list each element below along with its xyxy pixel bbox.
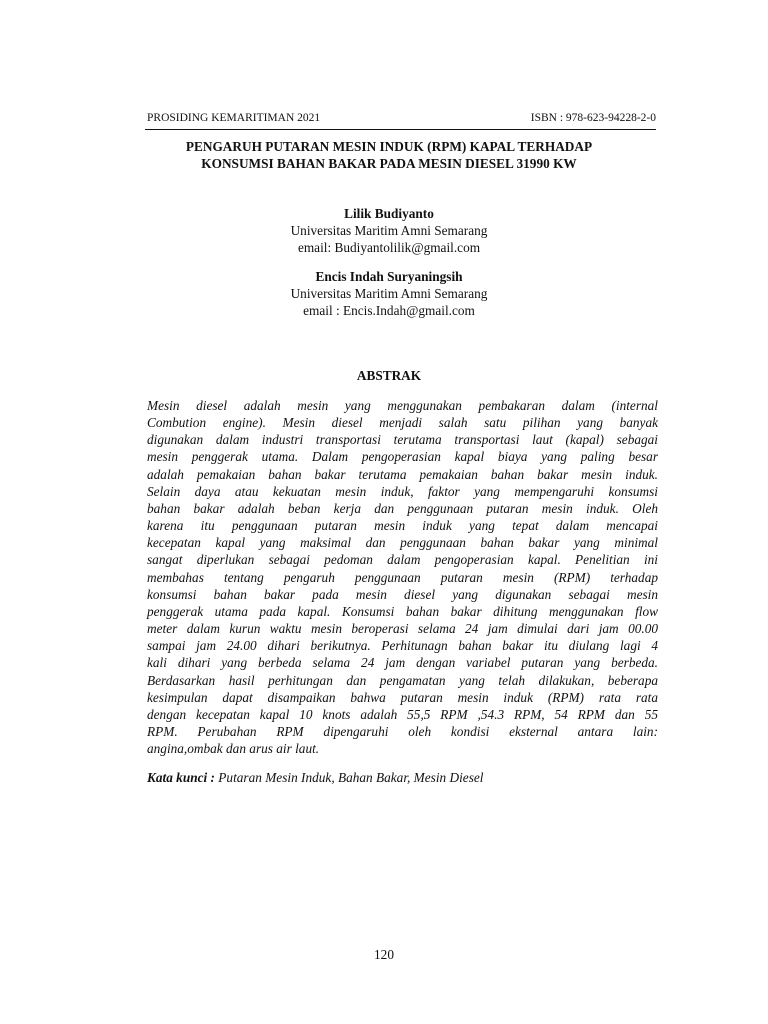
abstract-body [147, 397, 658, 757]
keywords-text: Putaran Mesin Induk, Bahan Bakar, Mesin Diesel [214, 770, 484, 785]
abstract-line: dengan kecepatan kapal 10 knots adalah 55,5 RPM ,54.3 RPM, 54 RPM dan 55 [147, 706, 658, 722]
abstract-line: angina,ombak dan arus air laut. [147, 741, 320, 757]
author-name: Encis Indah Suryaningsih [315, 269, 463, 284]
abstract-line: bahan bakar adalah beban kerja dan penggunaan putaran mesin induk. Oleh [147, 500, 658, 516]
abstract-line: kesimpulan dapat disampaikan bahwa putaran mesin induk (RPM) rata rata [147, 689, 658, 705]
abstract-line: RPM. Perubahan RPM dipengaruhi oleh kondisi eksternal antara lain: [147, 723, 658, 739]
abstract-line: mesin penggerak utama. Dalam pengoperasian kapal biaya yang paling besar [147, 449, 658, 465]
paper-title [120, 138, 658, 172]
abstract-line: Selain daya atau kekuatan mesin induk, faktor yang mempengaruhi konsumsi [147, 483, 658, 499]
abstract-line: karena itu penggunaan putaran mesin induk yang tepat dalam mencapai [147, 518, 658, 534]
title-line: KONSUMSI BAHAN BAKAR PADA MESIN DIESEL 31990 KW [201, 156, 577, 171]
author-email: email : Encis.Indah@gmail.com [303, 303, 475, 319]
title-line: PENGARUH PUTARAN MESIN INDUK (RPM) KAPAL TERHADAP [185, 139, 593, 154]
abstract-line: Berdasarkan hasil perhitungan dan pengamatan yang telah dilakukan, beberapa [147, 672, 658, 688]
author-block [120, 205, 658, 257]
running-header [147, 110, 656, 126]
abstract-line: Mesin diesel adalah mesin yang menggunakan pembakaran dalam (internal [147, 398, 658, 413]
abstract-line: adalah pemakaian bahan bakar terutama pemakaian bahan bakar mesin induk. [147, 466, 658, 482]
abstract-line: konsumsi bahan bakar pada mesin diesel yang digunakan sebagai mesin [147, 586, 658, 602]
author-affiliation: Universitas Maritim Amni Semarang [290, 286, 488, 302]
header-rule [145, 129, 656, 130]
keywords-label: Kata kunci : [147, 770, 215, 785]
isbn: ISBN : 978-623-94228-2-0 [530, 112, 656, 124]
page-number: 120 [374, 947, 394, 962]
author-affiliation: Universitas Maritim Amni Semarang [290, 223, 488, 239]
abstract-line: sangat diperlukan sebagai pedoman dalam pengoperasian kapal. Penelitian ini [147, 552, 658, 568]
author-name: Lilik Budiyanto [344, 206, 434, 221]
abstract-line: sampai jam 24.00 dihari berikutnya. Perhitunagn bahan bakar itu diulang lagi 4 [147, 638, 658, 654]
abstract-line: digunakan dalam industri transportasi terutama transportasi laut (kapal) sebagai [147, 432, 658, 448]
abstract-line: membahas tentang pengaruh penggunaan putaran mesin (RPM) terhadap [147, 569, 658, 585]
proceedings-name: PROSIDING KEMARITIMAN 2021 [147, 112, 321, 124]
abstract-line: kali dihari yang berbeda selama 24 jam dengan variabel putaran yang berbeda. [147, 655, 658, 671]
abstract-line: meter dalam kurun waktu mesin beroperasi selama 24 jam dimulai dari jam 00.00 [147, 621, 658, 637]
keywords [147, 769, 658, 786]
abstract-heading: ABSTRAK [356, 368, 422, 383]
author-block [120, 268, 658, 320]
abstract-line: penggerak utama pada kapal. Konsumsi bahan bakar dihitung menggunakan flow [147, 603, 658, 619]
author-email: email: Budiyantolilik@gmail.com [297, 240, 481, 256]
abstract-line: kecepatan kapal yang maksimal dan penggunaan bahan bakar yang minimal [147, 535, 658, 551]
abstract-line: Combution engine). Mesin diesel menjadi salah satu pilihan yang banyak [147, 415, 658, 431]
